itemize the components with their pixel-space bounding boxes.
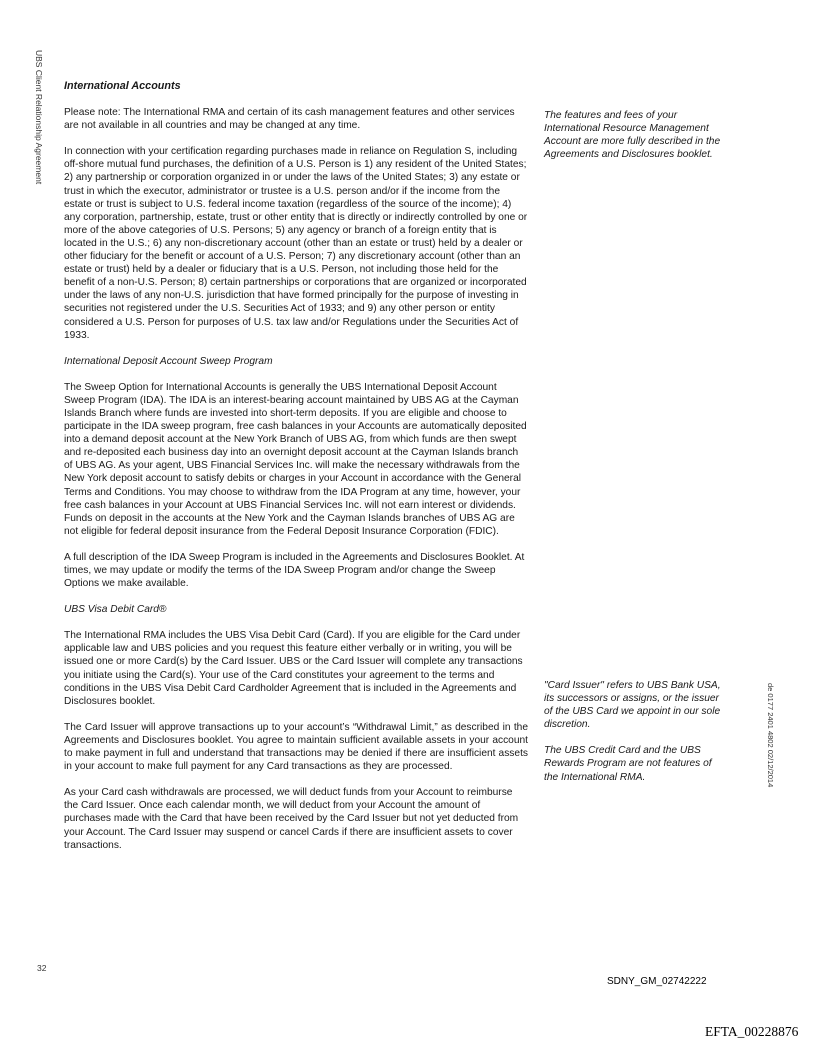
paragraph-ida-description: The Sweep Option for International Accounts is generally the UBS International Deposit Account Sweep Program (IDA). The IDA is an interest-bearing account maintained by UBS AG at the Cayman Islands Branch where funds are invested into short-term deposits. If you are eligible and choose to participate in the IDA sweep program, free cash balances in your Accounts are automatically deposited into a demand deposit account at the New York Branch of UBS AG, from which funds are then swept and re-deposited each business day into an overnight deposit account at the Cayman Islands branch of UBS AG. As your agent, UBS Financial Services Inc. will make the necessary withdrawals from the New York deposit account to satisfy debits or charges in your Account in accordance with the General Terms and Conditions. You may choose to withdraw from the IDA Program at any time, however, your free cash balances in your Account at UBS Financial Services Inc. will not earn interest or dividends. Funds on deposit in the accounts at the New York and the Cayman Islands branches of UBS AG are not eligible for federal deposit insurance from the Federal Deposit Insurance Corporation (FDIC). [64,381,527,537]
bates-number: SDNY_GM_02742222 [607,976,707,987]
efta-number: EFTA_00228876 [705,1024,799,1039]
sidebar-document-title: UBS Client Relationship Agreement [34,50,44,185]
paragraph-visa-card-intro: The International RMA includes the UBS Visa Debit Card (Card). If you are eligible for the Card under applicable law and UBS policies and you request this feature either verbally or in writing, you will be issued one or more Card(s) by the Card Issuer. UBS or the Card Issuer will complete any transactions you initiate using the Card(s). Your use of the Card constitutes your agreement to the terms and conditions in the UBS Visa Debit Card Cardholder Agreement that is included in the Agreements and Disclosures booklet. [64,630,523,707]
paragraph-card-deductions: As your Card cash withdrawals are processed, we will deduct funds from your Account to reimburse the Card Issuer. Once each calendar month, we will deduct from your Account the amount of purchases made with the Card that have been received by the Card Issuer but not yet deducted from your Account. The Card Issuer may suspend or cancel Cards if there are insufficient assets to cover transactions. [64,787,519,851]
paragraph-ida-full-description: A full description of the IDA Sweep Program is included in the Agreements and Disclosures Booklet. At times, we may update or modify the terms of the IDA Sweep Program and/or change the Sweep Options we make available. [64,551,525,590]
document-code: de 0177 2401 4802 02/12/2014 [766,683,775,788]
main-text-column [64,80,528,865]
margin-note-features-text: The features and fees of your International Resource Management Account are more fully described in the Agreements and Disclosures booklet. [544,110,721,161]
margin-note-features [544,109,722,174]
margin-note-credit-card-text: The UBS Credit Card and the UBS Rewards Program are not features of the International RMA. [544,745,712,783]
paragraph-us-person-definition: In connection with your certification regarding purchases made in reliance on Regulation S, including off-shore mutual fund purchases, the definition of a U.S. Person is 1) any resident of the United States; 2) any partnership or corporation organized in or under the laws of the United States; 3) any estate or trust in which the executor, administrator or trustee is a U.S. person and/or if the income from the estate or trust is subject to U.S. federal income taxation (regardless of the source of the income); 4) any corporation, partnership, estate, trust or other entity that is directly or indirectly controlled by one or more of the above categories of U.S. Persons; 5) any agency or branch of a foreign entity that is located in the U.S.; 6) any non-discretionary account (other than an estate or trust) held by a dealer or other fiduciary for the benefit or account of a U.S. Person; 7) any discretionary account (other than an estate or trust) held by a dealer or fiduciary that is a U.S. Person, not including those held for the benefit of a non-U.S. Person; 8) certain partnerships or corporations that are organized or incorporated under the laws of any non-U.S. jurisdiction that have formed principally for the purpose of investing in securities not registered under the U.S. Securities Act of 1933; and 9) any other person or entity considered a U.S. Person for purposes of U.S. tax law and/or Regulations under the Securities Act of 1933. [64,146,528,341]
paragraph-withdrawal-limit: The Card Issuer will approve transactions up to your account’s “Withdrawal Limit,” as described in the Agreements and Disclosures booklet. You agree to maintain sufficient available assets in your account to make payment in full and understand that transactions may be denied if there are insufficient assets in your account to make full payment for any Card transactions as they are processed. [64,721,528,773]
margin-note-card-issuer-text: "Card Issuer" refers to UBS Bank USA, its successors or assigns, or the issuer of the UBS Card we appoint in our sole discretion. [544,680,721,731]
section-heading: International Accounts [64,80,181,92]
page-number: 32 [37,963,47,973]
subheading-visa-debit-card: UBS Visa Debit Card® [64,604,167,616]
margin-note-card-issuer [544,679,722,797]
subheading-ida-sweep: International Deposit Account Sweep Program [64,355,273,367]
paragraph-availability-note: Please note: The International RMA and certain of its cash management features and other services are not available in all countries and may be changed at any time. [64,107,515,132]
